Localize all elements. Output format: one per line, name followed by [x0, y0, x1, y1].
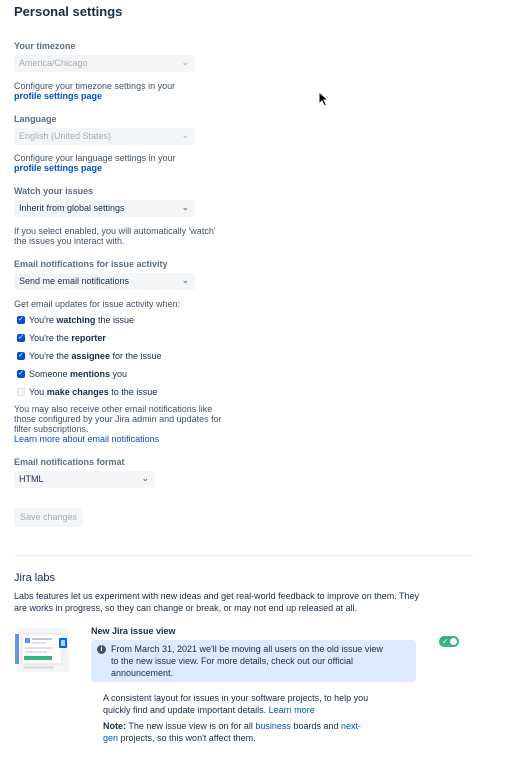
feature-note: Note: The new issue view is on for all business boards and next- gen projects, so this won't affect them. — [103, 721, 361, 743]
email-activity-select[interactable] — [14, 273, 195, 290]
checkbox-assignee[interactable]: ✓ You're the assignee for the issue — [18, 351, 162, 361]
chevron-down-icon: ⌄ — [181, 130, 189, 140]
toggle-knob — [450, 638, 457, 645]
issue-view-illustration-icon — [14, 626, 72, 676]
watch-select[interactable] — [14, 200, 195, 217]
learn-more-email-link[interactable]: Learn more about email notifications — [14, 434, 160, 444]
checkbox-watching[interactable]: ✓ You're watching the issue — [18, 315, 134, 325]
timezone-label: Your timezone — [14, 41, 76, 51]
email-activity-value: Send me email notifications — [19, 276, 130, 286]
checkbox-checked-icon[interactable]: ✓ — [18, 333, 24, 341]
language-help: Configure your language settings in your profile settings page — [14, 153, 176, 173]
email-activity-label: Email notifications for issue activity — [14, 259, 168, 269]
checkbox-make-changes[interactable]: You make changes to the issue — [17, 387, 157, 398]
labs-description: Labs features let us experiment with new ideas and get real-world feedback to improve on them. They are works in progress, so they can change or break, or may not end up released at all. — [14, 591, 420, 613]
timezone-select[interactable] — [14, 55, 195, 72]
chevron-down-icon: ⌄ — [181, 202, 189, 212]
feature-description: A consistent layout for issues in your software projects, to help you quickly find and update important details. Learn more — [103, 693, 369, 715]
timezone-value: America/Chicago — [19, 58, 88, 68]
feature-title: New Jira issue view — [91, 626, 176, 636]
checkbox-checked-icon[interactable]: ✓ — [18, 351, 24, 359]
language-profile-link[interactable]: profile settings page — [14, 163, 103, 173]
check-icon: ✓ — [442, 637, 449, 646]
new-issue-view-toggle[interactable] — [439, 636, 459, 647]
language-value: English (United States) — [19, 131, 112, 141]
language-label: Language — [14, 114, 57, 124]
checkbox-checked-icon[interactable]: ✓ — [18, 369, 24, 377]
watch-value: Inherit from global settings — [19, 203, 125, 213]
chevron-down-icon: ⌄ — [181, 57, 189, 67]
labs-title: Jira labs — [14, 572, 55, 584]
email-activity-intro: Get email updates for issue activity when: — [14, 299, 181, 309]
format-label: Email notifications format — [14, 457, 125, 467]
chevron-down-icon: ⌄ — [141, 473, 149, 483]
language-select[interactable] — [14, 128, 195, 145]
learn-more-link[interactable]: Learn more — [268, 705, 315, 715]
chevron-down-icon: ⌄ — [181, 275, 189, 285]
page-title: Personal settings — [14, 4, 123, 19]
timezone-help: Configure your timezone settings in your profile settings page — [14, 81, 176, 101]
format-value: HTML — [19, 474, 44, 484]
next-gen-link-continued[interactable]: gen — [103, 733, 119, 743]
timezone-profile-link[interactable]: profile settings page — [14, 91, 103, 101]
info-icon: i — [97, 645, 106, 654]
info-banner: i From March 31, 2021 we'll be moving all users on the old issue view to the new issue view. For more details, check out our official announcement. — [91, 640, 416, 682]
section-divider — [14, 555, 474, 556]
watch-label: Watch your issues — [14, 186, 94, 196]
business-link[interactable]: business — [255, 721, 291, 731]
checkbox-mentions[interactable]: ✓ Someone mentions you — [18, 369, 128, 379]
format-select[interactable] — [14, 471, 155, 488]
checkbox-unchecked-icon[interactable] — [17, 388, 25, 396]
save-changes-button[interactable]: Save changes — [14, 508, 83, 527]
watch-help: If you select enabled, you will automatically 'watch' the issues you interact with. — [14, 226, 216, 246]
checkbox-reporter[interactable]: ✓ You're the reporter — [18, 333, 106, 343]
email-activity-note: You may also receive other email notifications like those configured by your Jira admin and updates for filter subscriptions. Learn more about email notifications — [14, 404, 222, 444]
next-gen-link[interactable]: next- — [340, 721, 361, 731]
checkbox-checked-icon[interactable]: ✓ — [18, 315, 24, 323]
